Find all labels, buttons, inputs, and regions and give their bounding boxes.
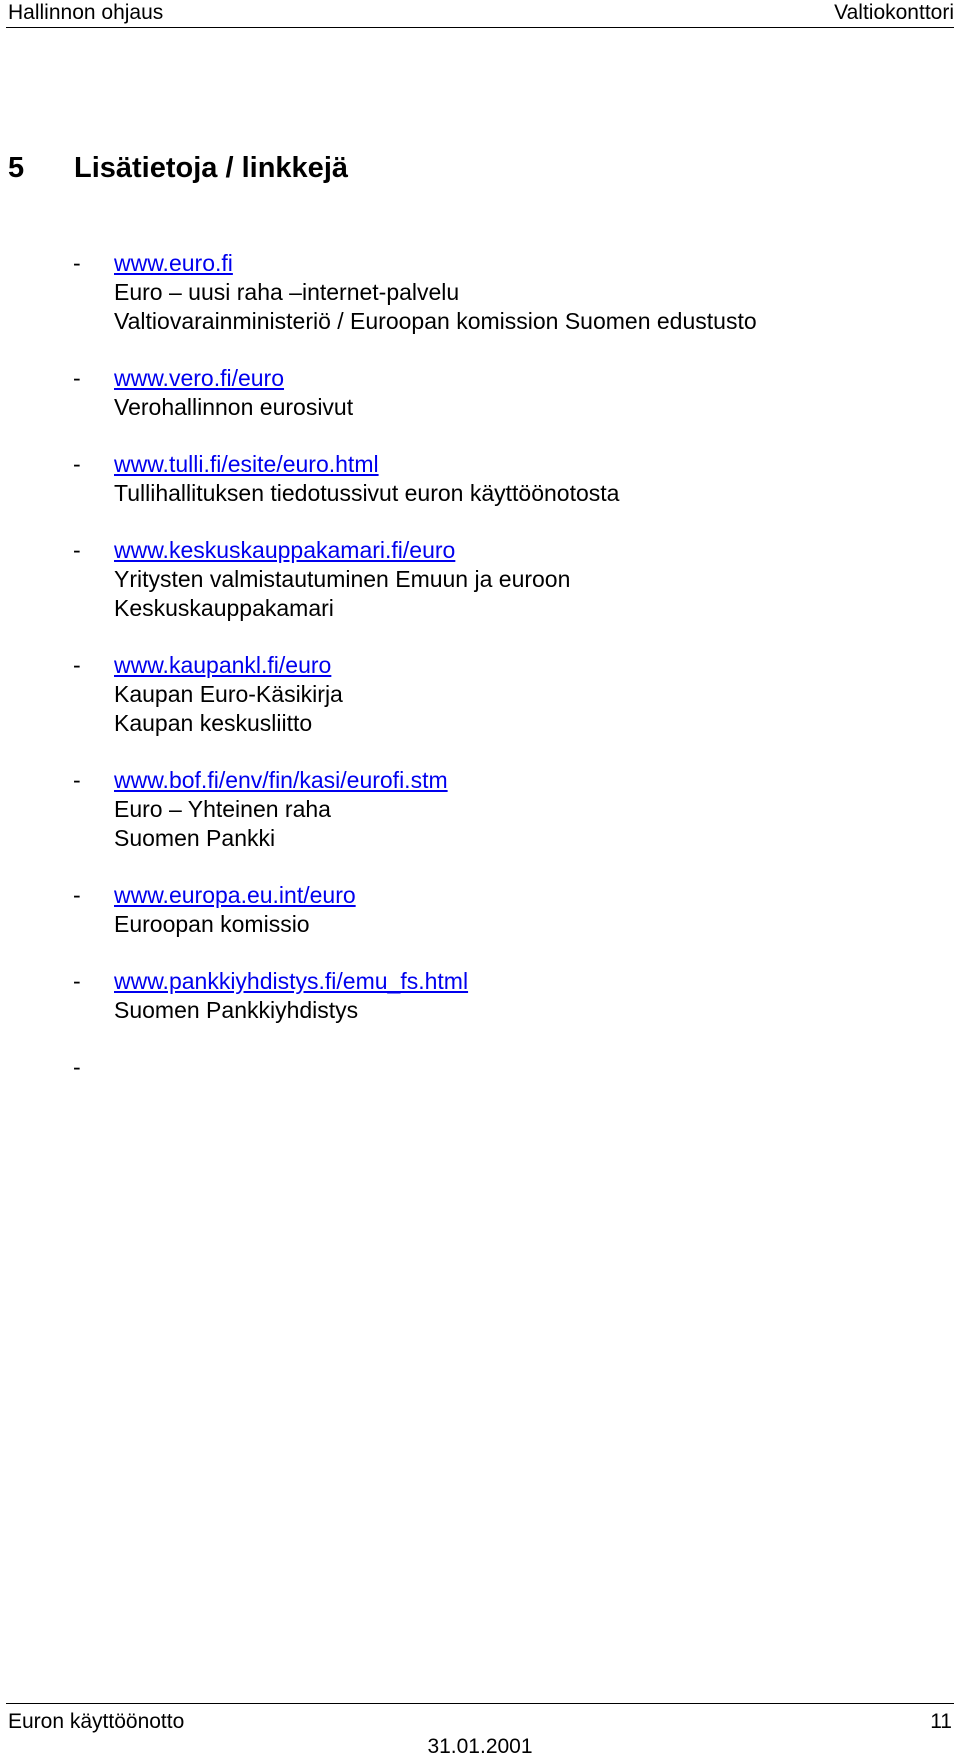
link-description: Kaupan Euro-Käsikirja [114, 681, 343, 707]
page-header [6, 0, 954, 28]
link-description: Suomen Pankkiyhdistys [114, 997, 359, 1023]
header-right-text: Valtiokonttori [834, 1, 954, 24]
link-europa-eu-int[interactable]: www.europa.eu.int/euro [114, 882, 356, 908]
list-marker: - [73, 537, 81, 563]
link-description: Tullihallituksen tiedotussivut euron käyttöönotosta [114, 480, 620, 506]
list-item [0, 536, 960, 623]
list-item [0, 881, 960, 939]
section-heading [8, 150, 348, 186]
link-description: Verohallinnon eurosivut [114, 394, 354, 420]
link-description: Euro – uusi raha –internet-palvelu [114, 279, 460, 305]
link-keskuskauppakamari-fi[interactable]: www.keskuskauppakamari.fi/euro [114, 537, 456, 563]
list-item [0, 249, 960, 336]
page-footer [6, 1703, 954, 1758]
link-description: Suomen Pankki [114, 825, 276, 851]
list-marker: - [73, 365, 81, 391]
link-description: Kaupan keskusliitto [114, 710, 313, 736]
header-left-text: Hallinnon ohjaus [8, 1, 164, 24]
list-marker: - [73, 250, 81, 276]
link-vero-fi[interactable]: www.vero.fi/euro [114, 365, 285, 391]
list-marker: - [73, 1054, 81, 1080]
link-description: Euro – Yhteinen raha [114, 796, 331, 822]
link-bof-fi[interactable]: www.bof.fi/env/fin/kasi/eurofi.stm [114, 767, 448, 793]
footer-document-title: Euron käyttöönotto [8, 1710, 185, 1733]
link-kaupankl-fi[interactable]: www.kaupankl.fi/euro [114, 652, 332, 678]
link-description: Euroopan komissio [114, 911, 310, 937]
list-item [0, 651, 960, 738]
empty-list-item [0, 1053, 960, 1082]
list-marker: - [73, 451, 81, 477]
list-marker: - [73, 767, 81, 793]
list-item [0, 766, 960, 853]
footer-date: 31.01.2001 [427, 1735, 533, 1758]
page-number: 11 [930, 1710, 952, 1733]
link-tulli-fi[interactable]: www.tulli.fi/esite/euro.html [114, 451, 379, 477]
link-euro-fi[interactable]: www.euro.fi [114, 250, 233, 276]
list-item [0, 450, 960, 508]
list-marker: - [73, 968, 81, 994]
list-marker: - [73, 652, 81, 678]
link-description: Keskuskauppakamari [114, 595, 334, 621]
list-marker: - [73, 882, 81, 908]
list-item [0, 967, 960, 1025]
link-description: Valtiovarainministeriö / Euroopan komission Suomen edustusto [114, 308, 757, 334]
section-number: 5 [8, 152, 25, 184]
list-item [0, 364, 960, 422]
links-list [0, 249, 960, 1110]
link-pankkiyhdistys-fi[interactable]: www.pankkiyhdistys.fi/emu_fs.html [114, 968, 469, 994]
link-description: Yritysten valmistautuminen Emuun ja euroon [114, 566, 571, 592]
section-title: Lisätietoja / linkkejä [74, 152, 348, 184]
